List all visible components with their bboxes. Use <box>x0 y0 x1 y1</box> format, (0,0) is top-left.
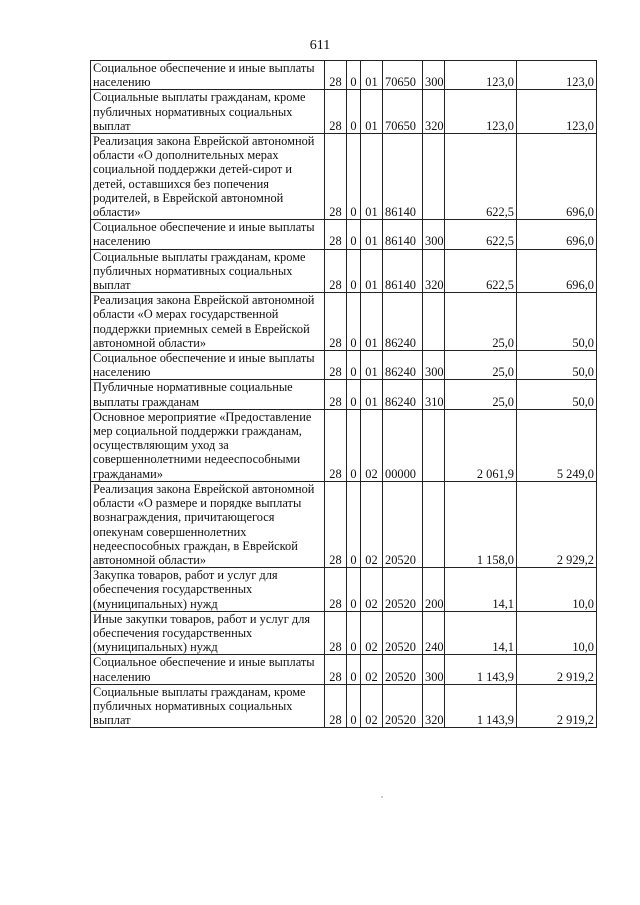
main-activity-code: 01 <box>361 293 383 351</box>
page-number: 611 <box>309 38 331 53</box>
program-code: 28 <box>325 293 347 351</box>
row-name: Социальное обеспечение и иные выплаты населению <box>91 655 325 684</box>
expense-type-code: 300 <box>423 61 445 90</box>
main-activity-code: 01 <box>361 249 383 293</box>
direction-code: 70650 <box>383 61 423 90</box>
program-code: 28 <box>325 409 347 481</box>
table-row <box>91 611 597 655</box>
program-code: 28 <box>325 684 347 728</box>
subprogram-code: 0 <box>347 61 361 90</box>
amount-year-2: 50,0 <box>517 380 597 409</box>
table-row <box>91 249 597 293</box>
amount-year-1: 123,0 <box>445 90 517 134</box>
table-row <box>91 684 597 728</box>
subprogram-code: 0 <box>347 220 361 249</box>
subprogram-code: 0 <box>347 481 361 567</box>
program-code: 28 <box>325 611 347 655</box>
direction-code: 86240 <box>383 380 423 409</box>
direction-code: 20520 <box>383 611 423 655</box>
scan-speck <box>381 796 383 798</box>
main-activity-code: 01 <box>361 61 383 90</box>
amount-year-2: 10,0 <box>517 611 597 655</box>
subprogram-code: 0 <box>347 293 361 351</box>
subprogram-code: 0 <box>347 249 361 293</box>
amount-year-2: 123,0 <box>517 61 597 90</box>
amount-year-1: 2 061,9 <box>445 409 517 481</box>
table-row <box>91 481 597 567</box>
direction-code: 86140 <box>383 134 423 220</box>
main-activity-code: 02 <box>361 655 383 684</box>
program-code: 28 <box>325 220 347 249</box>
amount-year-1: 1 143,9 <box>445 684 517 728</box>
row-name: Реализация закона Еврейской автономной области «О размере и порядке выплаты вознаграждения, причитающегося опекунам совершеннолетних недееспособных граждан, в Еврейской автономной области» <box>91 481 325 567</box>
row-name: Социальное обеспечение и иные выплаты населению <box>91 351 325 380</box>
main-activity-code: 02 <box>361 611 383 655</box>
program-code: 28 <box>325 90 347 134</box>
amount-year-1: 25,0 <box>445 351 517 380</box>
direction-code: 20520 <box>383 481 423 567</box>
direction-code: 20520 <box>383 655 423 684</box>
table-row <box>91 351 597 380</box>
program-code: 28 <box>325 134 347 220</box>
row-name: Публичные нормативные социальные выплаты гражданам <box>91 380 325 409</box>
amount-year-2: 2 929,2 <box>517 481 597 567</box>
subprogram-code: 0 <box>347 684 361 728</box>
amount-year-1: 1 143,9 <box>445 655 517 684</box>
amount-year-1: 622,5 <box>445 220 517 249</box>
amount-year-2: 50,0 <box>517 351 597 380</box>
subprogram-code: 0 <box>347 380 361 409</box>
expense-type-code: 310 <box>423 380 445 409</box>
table-row <box>91 568 597 612</box>
amount-year-1: 25,0 <box>445 293 517 351</box>
program-code: 28 <box>325 380 347 409</box>
direction-code: 86240 <box>383 293 423 351</box>
main-activity-code: 01 <box>361 134 383 220</box>
expense-type-code: 300 <box>423 655 445 684</box>
row-name: Социальное обеспечение и иные выплаты населению <box>91 61 325 90</box>
row-name: Социальные выплаты гражданам, кроме публичных нормативных социальных выплат <box>91 684 325 728</box>
main-activity-code: 02 <box>361 684 383 728</box>
table-row <box>91 409 597 481</box>
subprogram-code: 0 <box>347 568 361 612</box>
program-code: 28 <box>325 568 347 612</box>
expense-type-code <box>423 481 445 567</box>
table-row <box>91 380 597 409</box>
subprogram-code: 0 <box>347 611 361 655</box>
subprogram-code: 0 <box>347 90 361 134</box>
subprogram-code: 0 <box>347 351 361 380</box>
direction-code: 20520 <box>383 568 423 612</box>
expense-type-code: 300 <box>423 220 445 249</box>
amount-year-2: 50,0 <box>517 293 597 351</box>
expense-type-code: 240 <box>423 611 445 655</box>
expense-type-code: 320 <box>423 684 445 728</box>
row-name: Реализация закона Еврейской автономной области «О мерах государственной поддержки приемных семей в Еврейской автономной области» <box>91 293 325 351</box>
expense-type-code <box>423 134 445 220</box>
row-name: Закупка товаров, работ и услуг для обеспечения государственных (муниципальных) нужд <box>91 568 325 612</box>
budget-table <box>90 60 597 728</box>
amount-year-1: 14,1 <box>445 611 517 655</box>
row-name: Социальные выплаты гражданам, кроме публичных нормативных социальных выплат <box>91 249 325 293</box>
subprogram-code: 0 <box>347 655 361 684</box>
main-activity-code: 01 <box>361 220 383 249</box>
amount-year-1: 25,0 <box>445 380 517 409</box>
main-activity-code: 01 <box>361 351 383 380</box>
table-row <box>91 61 597 90</box>
table-row <box>91 293 597 351</box>
amount-year-2: 696,0 <box>517 249 597 293</box>
amount-year-2: 123,0 <box>517 90 597 134</box>
amount-year-2: 2 919,2 <box>517 655 597 684</box>
expense-type-code <box>423 293 445 351</box>
expense-type-code: 300 <box>423 351 445 380</box>
direction-code: 70650 <box>383 90 423 134</box>
amount-year-2: 696,0 <box>517 220 597 249</box>
table-row <box>91 220 597 249</box>
direction-code: 00000 <box>383 409 423 481</box>
amount-year-2: 10,0 <box>517 568 597 612</box>
program-code: 28 <box>325 351 347 380</box>
amount-year-1: 123,0 <box>445 61 517 90</box>
main-activity-code: 01 <box>361 90 383 134</box>
table-row <box>91 134 597 220</box>
program-code: 28 <box>325 249 347 293</box>
expense-type-code <box>423 409 445 481</box>
subprogram-code: 0 <box>347 134 361 220</box>
row-name: Социальное обеспечение и иные выплаты населению <box>91 220 325 249</box>
main-activity-code: 02 <box>361 568 383 612</box>
row-name: Основное мероприятие «Предоставление мер социальной поддержки гражданам, осуществляющим уход за совершеннолетними недееспособными гражданами» <box>91 409 325 481</box>
expense-type-code: 320 <box>423 90 445 134</box>
amount-year-2: 696,0 <box>517 134 597 220</box>
subprogram-code: 0 <box>347 409 361 481</box>
direction-code: 86140 <box>383 220 423 249</box>
amount-year-1: 622,5 <box>445 249 517 293</box>
row-name: Иные закупки товаров, работ и услуг для обеспечения государственных (муниципальных) нужд <box>91 611 325 655</box>
expense-type-code: 320 <box>423 249 445 293</box>
program-code: 28 <box>325 481 347 567</box>
main-activity-code: 01 <box>361 380 383 409</box>
budget-table-body <box>91 61 597 728</box>
main-activity-code: 02 <box>361 481 383 567</box>
amount-year-1: 1 158,0 <box>445 481 517 567</box>
expense-type-code: 200 <box>423 568 445 612</box>
amount-year-1: 14,1 <box>445 568 517 612</box>
main-activity-code: 02 <box>361 409 383 481</box>
amount-year-2: 2 919,2 <box>517 684 597 728</box>
direction-code: 20520 <box>383 684 423 728</box>
program-code: 28 <box>325 655 347 684</box>
amount-year-1: 622,5 <box>445 134 517 220</box>
row-name: Социальные выплаты гражданам, кроме публичных нормативных социальных выплат <box>91 90 325 134</box>
program-code: 28 <box>325 61 347 90</box>
direction-code: 86140 <box>383 249 423 293</box>
direction-code: 86240 <box>383 351 423 380</box>
amount-year-2: 5 249,0 <box>517 409 597 481</box>
table-row <box>91 90 597 134</box>
table-row <box>91 655 597 684</box>
row-name: Реализация закона Еврейской автономной области «О дополнительных мерах социальной поддержки детей-сирот и детей, оставшихся без попечения родителей, в Еврейской автономной области» <box>91 134 325 220</box>
